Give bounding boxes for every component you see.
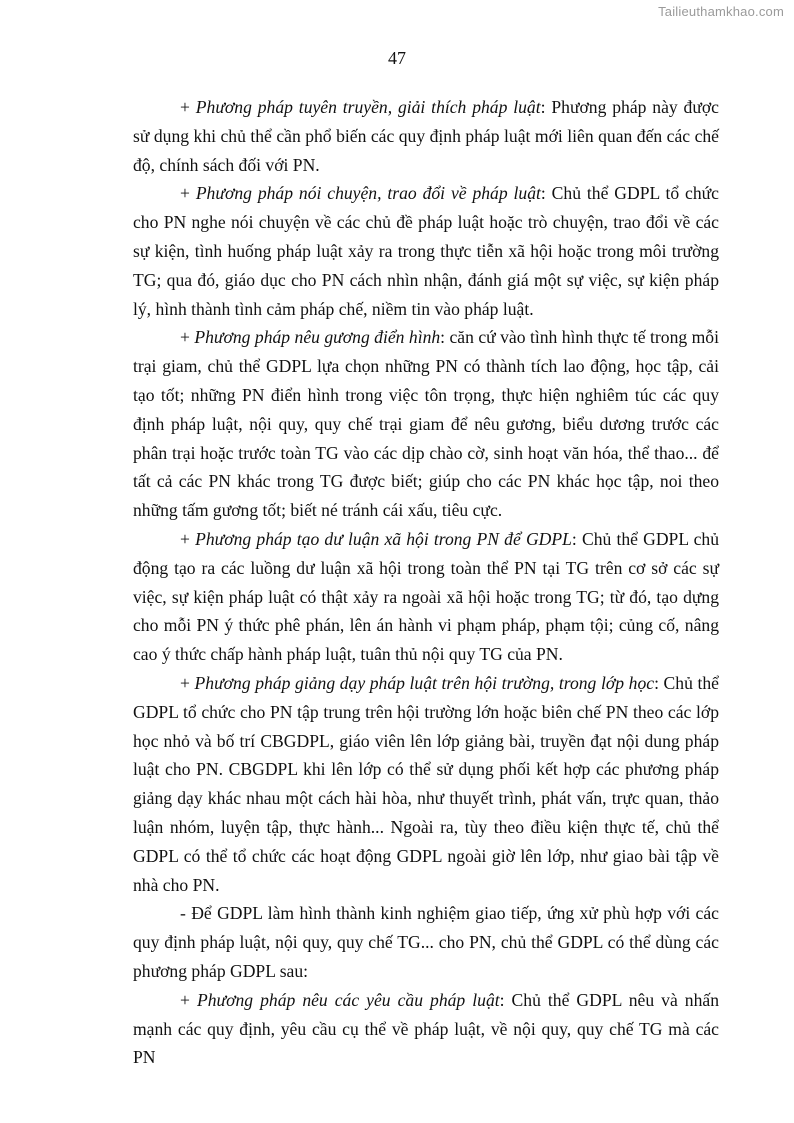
paragraph-method-example — [133, 323, 719, 525]
paragraph-body: - Để GDPL làm hình thành kinh nghiệm giao tiếp, ứng xử phù hợp với các quy định pháp luật, nội quy, quy chế TG... cho PN, chủ thể GDPL có thể dùng các phương pháp GDPL sau: — [133, 903, 719, 981]
paragraph-prefix: + — [180, 97, 196, 117]
paragraph-body: : căn cứ vào tình hình thực tế trong mỗi trại giam, chủ thể GDPL lựa chọn những PN có thành tích lao động, học tập, cải tạo tốt; những PN điển hình trong việc tôn trọng, thực hiện nghiêm túc các quy định pháp luật, nội quy, quy chế trại giam để nêu gương, biểu dương trước các phân trại hoặc trước toàn TG vào các dịp chào cờ, sinh hoạt văn hóa, thể thao... để tất cả các PN khác trong TG được biết; giúp cho các PN khác học tập, noi theo những tấm gương tốt; biết né tránh cái xấu, tiêu cực. — [133, 327, 719, 521]
paragraph-title: Phương pháp tuyên truyền, giải thích pháp luật — [195, 97, 541, 117]
paragraph-title: Phương pháp tạo dư luận xã hội trong PN để GDPL — [195, 528, 572, 549]
paragraph-prefix: + — [180, 989, 197, 1010]
paragraph-title: Phương pháp nói chuyện, trao đổi về pháp luật — [195, 183, 541, 204]
paragraph-prefix: + — [180, 183, 196, 204]
paragraph-experience-intro — [133, 899, 719, 985]
paragraph-body: : Chủ thể GDPL tổ chức cho PN nghe nói chuyện về các chủ đề pháp luật hoặc trò chuyện, trao đổi về các sự kiện, tình huống pháp luật xảy ra trong thực tiễn xã hội hoặc trong môi trường TG; qua đó, giáo dục cho PN cách nhìn nhận, đánh giá một sự việc, sự kiện pháp lý, hình thành tình cảm pháp chế, niềm tin vào pháp luật. — [133, 183, 719, 319]
page-number: 47 — [388, 48, 406, 68]
paragraph-method-discussion — [133, 179, 719, 323]
watermark-text: Tailieuthamkhao.com — [658, 4, 784, 19]
document-body — [133, 93, 719, 1072]
paragraph-method-teaching — [133, 669, 719, 899]
paragraph-body: : Chủ thể GDPL tổ chức cho PN tập trung trên hội trường lớn hoặc biên chế PN theo các lớp học nhỏ và bố trí CBGDPL, giáo viên lên lớp giảng bài, truyền đạt nội dung pháp luật cho PN. CBGDPL khi lên lớp có thể sử dụng phối kết hợp các phương pháp giảng dạy khác nhau một cách hài hòa, như thuyết trình, phát vấn, trực quan, thảo luận nhóm, luyện tập, thực hành... Ngoài ra, tùy theo điều kiện thực tế, chủ thể GDPL có thể tổ chức các hoạt động GDPL ngoài giờ lên lớp, như giao bài tập về nhà cho PN. — [133, 672, 719, 895]
paragraph-prefix: + — [180, 528, 196, 549]
paragraph-prefix: + — [180, 327, 195, 348]
paragraph-method-requirements — [133, 986, 719, 1072]
paragraph-title: Phương pháp giảng dạy pháp luật trên hội trường, trong lớp học — [194, 672, 655, 693]
paragraph-prefix: + — [180, 672, 195, 693]
paragraph-method-public-opinion — [133, 525, 719, 669]
paragraph-body: : Chủ thể GDPL chủ động tạo ra các luồng dư luận xã hội trong toàn thể PN tại TG trên cơ sở các sự việc, sự kiện pháp luật có thật xảy ra ngoài xã hội hoặc trong TG; từ đó, tạo dựng cho mỗi PN ý thức phê phán, lên án hành vi phạm pháp, phạm tội; củng cố, nâng cao ý thức chấp hành pháp luật, tuân thủ nội quy TG của PN. — [133, 528, 720, 665]
paragraph-body: : Phương pháp này được sử dụng khi chủ thể cần phổ biến các quy định pháp luật mới liên quan đến các chế độ, chính sách đối với PN. — [133, 97, 719, 175]
paragraph-method-propaganda — [133, 93, 719, 179]
paragraph-title: Phương pháp nêu các yêu cầu pháp luật — [196, 989, 500, 1010]
paragraph-body: : Chủ thể GDPL nêu và nhấn mạnh các quy định, yêu cầu cụ thể về pháp luật, về nội quy, quy chế TG mà các PN — [133, 989, 719, 1068]
paragraph-title: Phương pháp nêu gương điển hình — [194, 327, 441, 348]
